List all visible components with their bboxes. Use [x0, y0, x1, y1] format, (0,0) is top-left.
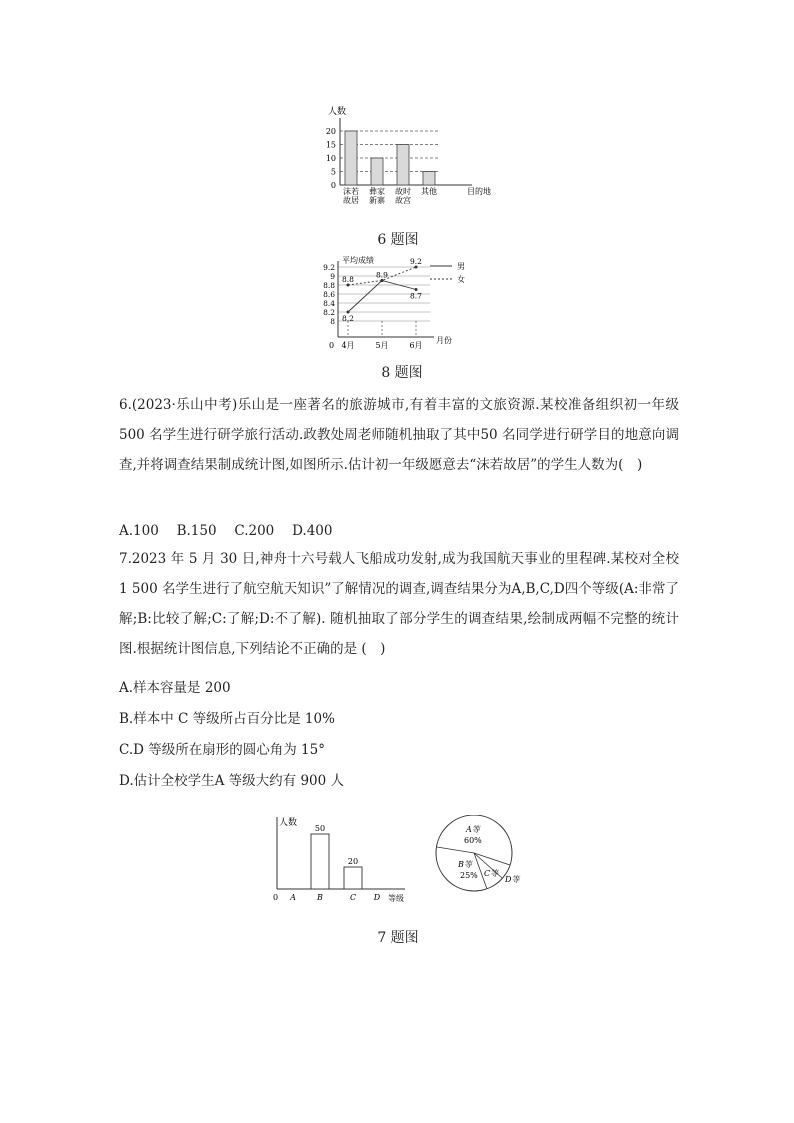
question-7-option-a: A.样本容量是 200 — [119, 680, 231, 696]
fig6-category-label: 新寨 — [369, 196, 385, 205]
fig8-legend-male: 男 — [457, 262, 465, 271]
fig6-bar — [397, 145, 409, 186]
fig8-ytick-label: 8.4 — [323, 299, 335, 308]
question-7-text: 7.2023 年 5 月 30 日,神舟十六号载人飞船成功发射,成为我国航天事业的里程碑.某校对全校 1 500 名学生进行了航空航天知识”了解情况的调查,调查结果分为A,B,C,D四个等级(A:非常了解;B:比较了解;C:了解;D:不了解). 随机抽取了部分学生的调查结果,绘制成两幅不完整的统计图.根据统计图信息,下列结论不正确的是 ( ) — [119, 551, 679, 657]
fig6-caption: 6 题图 — [377, 232, 419, 248]
fig7-ylabel: 人数 — [279, 818, 298, 828]
fig7-bar-chart — [265, 812, 415, 907]
fig7-grade-label: B — [317, 893, 323, 902]
fig7-pie-label-b-pct: 25% — [460, 871, 478, 880]
fig7-pie-label-c: C等 — [484, 869, 499, 878]
fig8-ytick-label: 8.6 — [323, 290, 335, 299]
fig8-xlabel: 月份 — [436, 336, 452, 345]
fig7-pie-label-b: B等 — [458, 860, 472, 869]
fig6-category-label: 其他 — [421, 187, 437, 196]
fig7-grade-label: D — [373, 893, 381, 902]
fig7-bar-label: 20 — [347, 857, 359, 866]
fig6-ytick-label: 20 — [325, 127, 336, 136]
fig8-data-label: 8.9 — [376, 270, 388, 280]
fig8-ytick-label: 9.2 — [323, 263, 335, 272]
fig7-pie-label-a: A等 — [466, 825, 480, 834]
fig7-pie-label-a-pct: 60% — [464, 836, 482, 845]
fig8-ylabel: 平均成绩 — [342, 256, 374, 265]
fig7-grade-label: A — [290, 893, 296, 902]
fig6-bar-chart — [300, 100, 500, 210]
question-7-option-d: D.估计全校学生A 等级大约有 900 人 — [119, 773, 345, 789]
fig7-pie-label-d: D等 — [505, 875, 520, 884]
fig6-category-label: 故居 — [343, 196, 359, 205]
fig8-ytick-label: 8 — [330, 317, 335, 326]
fig6-bar — [371, 158, 383, 185]
fig7-bar-label: 50 — [314, 824, 326, 833]
fig8-line-chart — [318, 255, 498, 355]
fig8-ytick-label: 9 — [330, 272, 335, 281]
question-7-option-b: B.样本中 C 等级所占百分比是 10% — [119, 711, 335, 727]
fig6-ylabel: 人数 — [328, 107, 347, 117]
fig8-ytick-label: 8.2 — [323, 308, 335, 317]
fig7-caption: 7 题图 — [377, 930, 419, 946]
fig8-xtick-label: 4月 — [341, 341, 355, 350]
question-6-options: A.100 B.150 C.200 D.400 — [119, 523, 333, 539]
fig6-ytick-label: 5 — [330, 167, 336, 177]
fig6-category-label: 故宫 — [395, 196, 411, 205]
fig8-legend-female: 女 — [457, 275, 465, 284]
fig7-origin: 0 — [273, 893, 279, 902]
fig8-data-label: 8.8 — [342, 275, 354, 284]
fig7-pie-chart — [432, 815, 532, 895]
fig7-grade-label: C — [349, 893, 357, 902]
question-7-option-c: C.D 等级所在扇形的圆心角为 15° — [119, 742, 325, 758]
fig8-origin: 0 — [329, 341, 335, 350]
fig7-bar — [344, 867, 362, 889]
fig8-caption: 8 题图 — [381, 365, 423, 381]
fig6-category-label: 故时 — [395, 187, 411, 196]
fig6-ytick-label: 15 — [325, 140, 336, 150]
fig8-data-label: 9.2 — [410, 257, 422, 266]
fig8-data-label: 8.2 — [342, 314, 354, 323]
fig6-ytick-label: 10 — [325, 154, 336, 163]
fig8-data-label: 8.7 — [410, 291, 422, 301]
question-6-text: 6.(2023·乐山中考)乐山是一座著名的旅游城市,有着丰富的文旅资源.某校准备组织初一年级 500 名学生进行研学旅行活动.政教处周老师随机抽取了其中50 名同学进行研学目的地意向调查,并将调查结果制成统计图,如图所示.估计初一年级愿意去“沫若故居”的学生人数为( ) — [119, 397, 679, 473]
fig8-xtick-label: 5月 — [375, 341, 389, 350]
fig6-xlabel: 目的地 — [467, 187, 491, 196]
fig6-category-label: 沫若 — [343, 187, 359, 196]
fig6-ytick-label: 0 — [330, 181, 336, 190]
fig6-category-label: 彝家 — [369, 187, 385, 196]
fig6-bar — [423, 172, 435, 186]
fig8-ytick-label: 8.8 — [323, 281, 335, 290]
fig8-xtick-label: 6月 — [409, 341, 423, 350]
fig7-bar — [311, 834, 329, 889]
fig6-bar — [345, 131, 357, 185]
fig7-xlabel: 等级 — [388, 894, 404, 903]
